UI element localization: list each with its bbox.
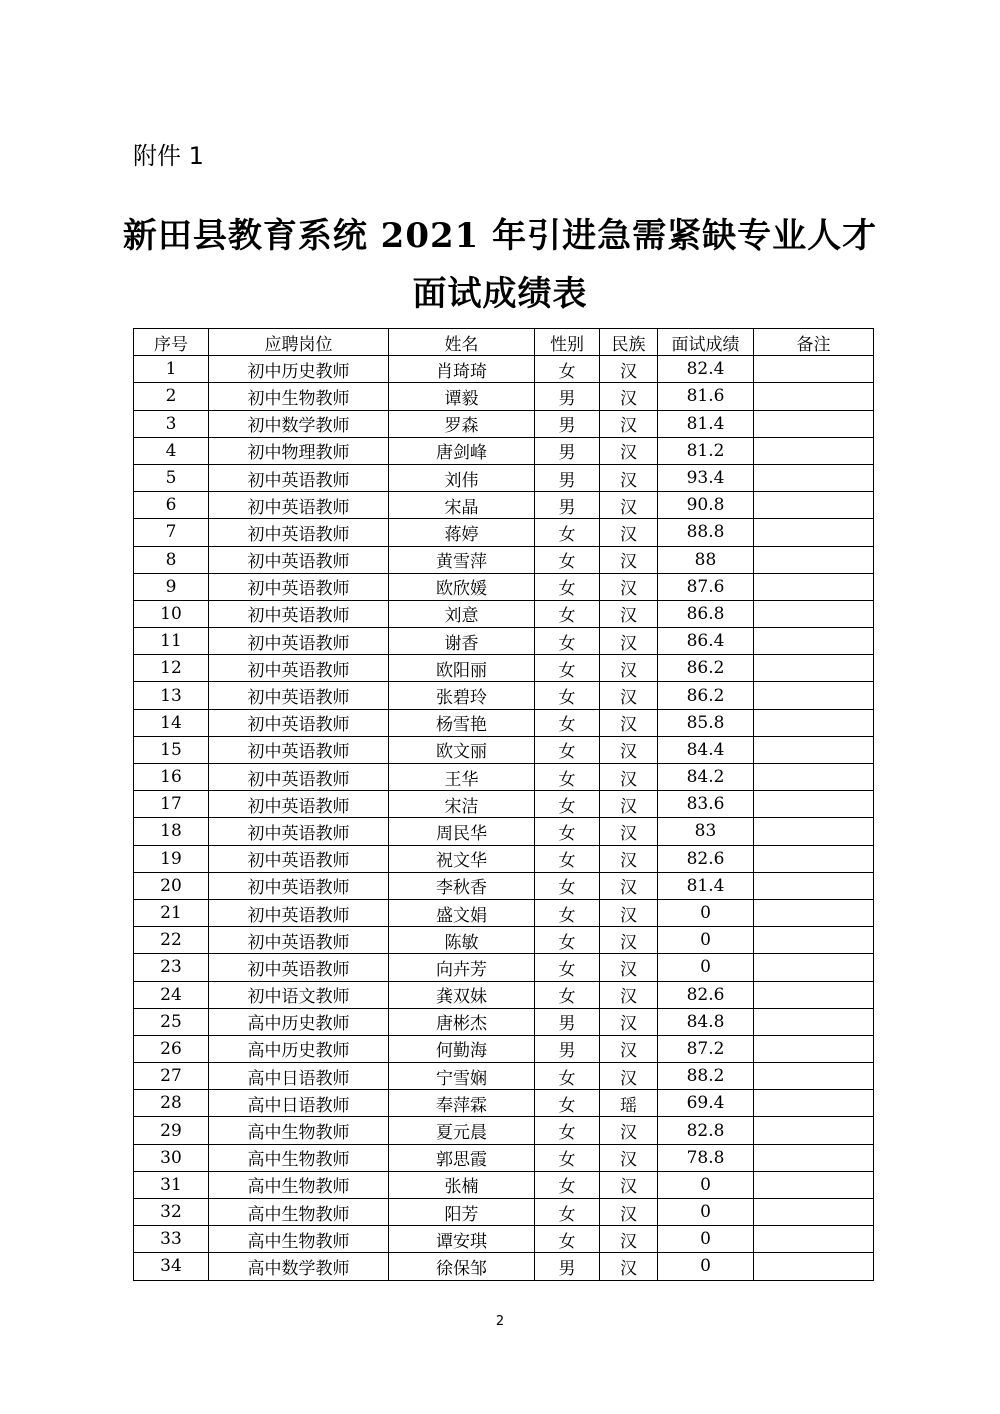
cell-position: 高中生物教师 bbox=[209, 1199, 389, 1226]
cell-position: 高中日语教师 bbox=[209, 1090, 389, 1117]
cell-score: 82.6 bbox=[658, 981, 754, 1008]
table-row bbox=[134, 437, 874, 464]
cell-seq: 30 bbox=[134, 1144, 209, 1171]
cell-position: 初中英语教师 bbox=[209, 736, 389, 763]
table-row bbox=[134, 1035, 874, 1062]
cell-remarks bbox=[754, 1226, 874, 1253]
cell-position: 高中历史教师 bbox=[209, 1035, 389, 1062]
cell-remarks bbox=[754, 492, 874, 519]
cell-ethnicity: 汉 bbox=[600, 1063, 658, 1090]
cell-ethnicity: 汉 bbox=[600, 818, 658, 845]
cell-name: 夏元晨 bbox=[389, 1117, 535, 1144]
cell-score: 86.2 bbox=[658, 655, 754, 682]
cell-score: 82.4 bbox=[658, 356, 754, 383]
cell-name: 龚双妹 bbox=[389, 981, 535, 1008]
cell-gender: 女 bbox=[535, 655, 600, 682]
cell-name: 李秋香 bbox=[389, 872, 535, 899]
cell-score: 86.4 bbox=[658, 628, 754, 655]
cell-name: 徐保邹 bbox=[389, 1253, 535, 1280]
cell-remarks bbox=[754, 464, 874, 491]
cell-position: 高中数学教师 bbox=[209, 1253, 389, 1280]
cell-gender: 男 bbox=[535, 1253, 600, 1280]
cell-ethnicity: 汉 bbox=[600, 410, 658, 437]
header-row bbox=[134, 329, 874, 356]
cell-position: 高中生物教师 bbox=[209, 1117, 389, 1144]
cell-ethnicity: 汉 bbox=[600, 872, 658, 899]
cell-ethnicity: 汉 bbox=[600, 899, 658, 926]
table-row bbox=[134, 709, 874, 736]
cell-seq: 27 bbox=[134, 1063, 209, 1090]
cell-position: 初中物理教师 bbox=[209, 437, 389, 464]
cell-position: 初中英语教师 bbox=[209, 927, 389, 954]
cell-score: 83 bbox=[658, 818, 754, 845]
cell-gender: 女 bbox=[535, 872, 600, 899]
cell-seq: 32 bbox=[134, 1199, 209, 1226]
cell-remarks bbox=[754, 927, 874, 954]
cell-seq: 8 bbox=[134, 546, 209, 573]
cell-score: 81.2 bbox=[658, 437, 754, 464]
table-row bbox=[134, 410, 874, 437]
cell-name: 宋洁 bbox=[389, 791, 535, 818]
cell-seq: 25 bbox=[134, 1008, 209, 1035]
cell-score: 0 bbox=[658, 1199, 754, 1226]
cell-name: 欧欣媛 bbox=[389, 573, 535, 600]
cell-ethnicity: 汉 bbox=[600, 546, 658, 573]
cell-gender: 女 bbox=[535, 1199, 600, 1226]
cell-name: 宁雪娴 bbox=[389, 1063, 535, 1090]
header-remarks: 备注 bbox=[754, 329, 874, 356]
cell-remarks bbox=[754, 410, 874, 437]
cell-remarks bbox=[754, 954, 874, 981]
cell-score: 69.4 bbox=[658, 1090, 754, 1117]
cell-name: 杨雪艳 bbox=[389, 709, 535, 736]
cell-score: 86.2 bbox=[658, 682, 754, 709]
cell-seq: 29 bbox=[134, 1117, 209, 1144]
cell-name: 祝文华 bbox=[389, 845, 535, 872]
cell-score: 84.8 bbox=[658, 1008, 754, 1035]
cell-ethnicity: 汉 bbox=[600, 954, 658, 981]
cell-ethnicity: 汉 bbox=[600, 1035, 658, 1062]
cell-gender: 男 bbox=[535, 410, 600, 437]
cell-gender: 女 bbox=[535, 1117, 600, 1144]
cell-position: 高中生物教师 bbox=[209, 1144, 389, 1171]
cell-position: 初中生物教师 bbox=[209, 383, 389, 410]
cell-score: 0 bbox=[658, 899, 754, 926]
cell-position: 初中英语教师 bbox=[209, 519, 389, 546]
table-row bbox=[134, 628, 874, 655]
cell-ethnicity: 汉 bbox=[600, 1117, 658, 1144]
cell-gender: 女 bbox=[535, 981, 600, 1008]
cell-position: 初中英语教师 bbox=[209, 872, 389, 899]
cell-seq: 21 bbox=[134, 899, 209, 926]
table-row bbox=[134, 546, 874, 573]
cell-seq: 9 bbox=[134, 573, 209, 600]
cell-position: 高中生物教师 bbox=[209, 1171, 389, 1198]
cell-remarks bbox=[754, 1090, 874, 1117]
cell-name: 张碧玲 bbox=[389, 682, 535, 709]
cell-name: 阳芳 bbox=[389, 1199, 535, 1226]
cell-position: 初中英语教师 bbox=[209, 600, 389, 627]
cell-remarks bbox=[754, 628, 874, 655]
cell-remarks bbox=[754, 1171, 874, 1198]
cell-ethnicity: 汉 bbox=[600, 383, 658, 410]
cell-remarks bbox=[754, 600, 874, 627]
cell-ethnicity: 汉 bbox=[600, 1171, 658, 1198]
cell-seq: 18 bbox=[134, 818, 209, 845]
table-row bbox=[134, 845, 874, 872]
cell-score: 88.2 bbox=[658, 1063, 754, 1090]
cell-ethnicity: 汉 bbox=[600, 1199, 658, 1226]
table-row bbox=[134, 1171, 874, 1198]
cell-score: 85.8 bbox=[658, 709, 754, 736]
cell-ethnicity: 汉 bbox=[600, 791, 658, 818]
cell-remarks bbox=[754, 1035, 874, 1062]
cell-seq: 7 bbox=[134, 519, 209, 546]
cell-score: 87.6 bbox=[658, 573, 754, 600]
cell-position: 初中数学教师 bbox=[209, 410, 389, 437]
cell-remarks bbox=[754, 546, 874, 573]
cell-seq: 15 bbox=[134, 736, 209, 763]
cell-remarks bbox=[754, 1117, 874, 1144]
cell-gender: 女 bbox=[535, 927, 600, 954]
cell-score: 81.4 bbox=[658, 410, 754, 437]
cell-name: 陈敏 bbox=[389, 927, 535, 954]
cell-score: 88 bbox=[658, 546, 754, 573]
table-row bbox=[134, 1144, 874, 1171]
cell-position: 高中生物教师 bbox=[209, 1226, 389, 1253]
cell-seq: 16 bbox=[134, 764, 209, 791]
cell-score: 93.4 bbox=[658, 464, 754, 491]
cell-remarks bbox=[754, 1008, 874, 1035]
cell-gender: 女 bbox=[535, 899, 600, 926]
cell-remarks bbox=[754, 1199, 874, 1226]
cell-remarks bbox=[754, 764, 874, 791]
attachment-label: 附件 1 bbox=[133, 142, 204, 170]
cell-position: 初中英语教师 bbox=[209, 628, 389, 655]
table-row bbox=[134, 954, 874, 981]
cell-seq: 19 bbox=[134, 845, 209, 872]
cell-name: 何勤海 bbox=[389, 1035, 535, 1062]
cell-position: 初中英语教师 bbox=[209, 899, 389, 926]
cell-name: 唐彬杰 bbox=[389, 1008, 535, 1035]
cell-remarks bbox=[754, 736, 874, 763]
cell-name: 王华 bbox=[389, 764, 535, 791]
table-row bbox=[134, 736, 874, 763]
cell-ethnicity: 汉 bbox=[600, 764, 658, 791]
table-row bbox=[134, 1253, 874, 1280]
cell-seq: 6 bbox=[134, 492, 209, 519]
table-row bbox=[134, 573, 874, 600]
cell-seq: 14 bbox=[134, 709, 209, 736]
cell-seq: 2 bbox=[134, 383, 209, 410]
table-row bbox=[134, 600, 874, 627]
cell-name: 郭思霞 bbox=[389, 1144, 535, 1171]
cell-ethnicity: 汉 bbox=[600, 682, 658, 709]
header-name: 姓名 bbox=[389, 329, 535, 356]
table-body bbox=[134, 356, 874, 1280]
cell-position: 初中英语教师 bbox=[209, 492, 389, 519]
cell-name: 刘伟 bbox=[389, 464, 535, 491]
cell-ethnicity: 汉 bbox=[600, 736, 658, 763]
cell-remarks bbox=[754, 791, 874, 818]
cell-ethnicity: 汉 bbox=[600, 492, 658, 519]
cell-position: 高中日语教师 bbox=[209, 1063, 389, 1090]
cell-gender: 女 bbox=[535, 954, 600, 981]
cell-seq: 13 bbox=[134, 682, 209, 709]
cell-ethnicity: 汉 bbox=[600, 628, 658, 655]
cell-gender: 女 bbox=[535, 573, 600, 600]
cell-gender: 女 bbox=[535, 682, 600, 709]
cell-gender: 男 bbox=[535, 1008, 600, 1035]
cell-position: 初中语文教师 bbox=[209, 981, 389, 1008]
cell-gender: 女 bbox=[535, 1171, 600, 1198]
table-row bbox=[134, 655, 874, 682]
table-row bbox=[134, 1063, 874, 1090]
cell-gender: 男 bbox=[535, 1035, 600, 1062]
cell-remarks bbox=[754, 1063, 874, 1090]
cell-remarks bbox=[754, 519, 874, 546]
cell-name: 谭毅 bbox=[389, 383, 535, 410]
cell-remarks bbox=[754, 682, 874, 709]
cell-ethnicity: 汉 bbox=[600, 709, 658, 736]
cell-score: 81.4 bbox=[658, 872, 754, 899]
cell-name: 欧阳丽 bbox=[389, 655, 535, 682]
cell-seq: 4 bbox=[134, 437, 209, 464]
cell-ethnicity: 汉 bbox=[600, 1226, 658, 1253]
cell-seq: 24 bbox=[134, 981, 209, 1008]
cell-score: 0 bbox=[658, 1226, 754, 1253]
cell-score: 0 bbox=[658, 1171, 754, 1198]
cell-name: 宋晶 bbox=[389, 492, 535, 519]
cell-remarks bbox=[754, 845, 874, 872]
score-table bbox=[133, 328, 874, 1281]
cell-name: 蒋婷 bbox=[389, 519, 535, 546]
table-row bbox=[134, 872, 874, 899]
cell-seq: 11 bbox=[134, 628, 209, 655]
cell-name: 刘意 bbox=[389, 600, 535, 627]
cell-ethnicity: 汉 bbox=[600, 573, 658, 600]
cell-gender: 女 bbox=[535, 1144, 600, 1171]
header-score: 面试成绩 bbox=[658, 329, 754, 356]
cell-name: 唐剑峰 bbox=[389, 437, 535, 464]
header-gender: 性别 bbox=[535, 329, 600, 356]
cell-name: 黄雪萍 bbox=[389, 546, 535, 573]
cell-gender: 女 bbox=[535, 818, 600, 845]
cell-score: 90.8 bbox=[658, 492, 754, 519]
page-number: 2 bbox=[495, 1314, 505, 1329]
cell-remarks bbox=[754, 981, 874, 1008]
cell-seq: 1 bbox=[134, 356, 209, 383]
cell-position: 初中英语教师 bbox=[209, 573, 389, 600]
cell-remarks bbox=[754, 655, 874, 682]
cell-ethnicity: 汉 bbox=[600, 600, 658, 627]
cell-position: 初中英语教师 bbox=[209, 546, 389, 573]
cell-score: 0 bbox=[658, 927, 754, 954]
table-row bbox=[134, 383, 874, 410]
cell-ethnicity: 汉 bbox=[600, 1008, 658, 1035]
cell-ethnicity: 汉 bbox=[600, 464, 658, 491]
cell-ethnicity: 瑶 bbox=[600, 1090, 658, 1117]
cell-ethnicity: 汉 bbox=[600, 519, 658, 546]
cell-seq: 34 bbox=[134, 1253, 209, 1280]
table-row bbox=[134, 981, 874, 1008]
table-row bbox=[134, 356, 874, 383]
cell-seq: 28 bbox=[134, 1090, 209, 1117]
cell-name: 盛文娟 bbox=[389, 899, 535, 926]
cell-gender: 男 bbox=[535, 492, 600, 519]
cell-position: 初中英语教师 bbox=[209, 655, 389, 682]
cell-ethnicity: 汉 bbox=[600, 655, 658, 682]
cell-score: 0 bbox=[658, 1253, 754, 1280]
table-row bbox=[134, 1199, 874, 1226]
cell-name: 谭安琪 bbox=[389, 1226, 535, 1253]
cell-position: 初中英语教师 bbox=[209, 464, 389, 491]
table-row bbox=[134, 899, 874, 926]
cell-gender: 女 bbox=[535, 709, 600, 736]
cell-seq: 5 bbox=[134, 464, 209, 491]
cell-score: 84.4 bbox=[658, 736, 754, 763]
cell-score: 81.6 bbox=[658, 383, 754, 410]
cell-position: 初中英语教师 bbox=[209, 818, 389, 845]
cell-remarks bbox=[754, 872, 874, 899]
cell-remarks bbox=[754, 709, 874, 736]
cell-gender: 女 bbox=[535, 1063, 600, 1090]
cell-score: 82.8 bbox=[658, 1117, 754, 1144]
cell-gender: 女 bbox=[535, 764, 600, 791]
cell-name: 罗森 bbox=[389, 410, 535, 437]
cell-score: 78.8 bbox=[658, 1144, 754, 1171]
cell-seq: 33 bbox=[134, 1226, 209, 1253]
header-ethnicity: 民族 bbox=[600, 329, 658, 356]
header-seq: 序号 bbox=[134, 329, 209, 356]
cell-remarks bbox=[754, 437, 874, 464]
cell-score: 82.6 bbox=[658, 845, 754, 872]
cell-score: 86.8 bbox=[658, 600, 754, 627]
table-row bbox=[134, 1117, 874, 1144]
cell-name: 肖琦琦 bbox=[389, 356, 535, 383]
cell-gender: 女 bbox=[535, 600, 600, 627]
table-row bbox=[134, 1090, 874, 1117]
table-row bbox=[134, 464, 874, 491]
cell-gender: 女 bbox=[535, 546, 600, 573]
cell-seq: 20 bbox=[134, 872, 209, 899]
cell-remarks bbox=[754, 573, 874, 600]
header-position: 应聘岗位 bbox=[209, 329, 389, 356]
cell-position: 初中英语教师 bbox=[209, 845, 389, 872]
cell-name: 奉萍霖 bbox=[389, 1090, 535, 1117]
cell-gender: 女 bbox=[535, 519, 600, 546]
cell-gender: 女 bbox=[535, 1090, 600, 1117]
cell-ethnicity: 汉 bbox=[600, 1144, 658, 1171]
cell-seq: 17 bbox=[134, 791, 209, 818]
document-title: 新田县教育系统 2021 年引进急需紧缺专业人才 bbox=[122, 216, 878, 256]
cell-position: 初中英语教师 bbox=[209, 682, 389, 709]
table-row bbox=[134, 1226, 874, 1253]
cell-seq: 10 bbox=[134, 600, 209, 627]
cell-name: 周民华 bbox=[389, 818, 535, 845]
cell-remarks bbox=[754, 1144, 874, 1171]
cell-seq: 23 bbox=[134, 954, 209, 981]
table-row bbox=[134, 682, 874, 709]
cell-position: 初中英语教师 bbox=[209, 954, 389, 981]
cell-name: 向卉芳 bbox=[389, 954, 535, 981]
cell-remarks bbox=[754, 818, 874, 845]
cell-remarks bbox=[754, 1253, 874, 1280]
cell-position: 初中英语教师 bbox=[209, 709, 389, 736]
table-row bbox=[134, 492, 874, 519]
cell-score: 88.8 bbox=[658, 519, 754, 546]
cell-name: 张楠 bbox=[389, 1171, 535, 1198]
cell-seq: 31 bbox=[134, 1171, 209, 1198]
table-row bbox=[134, 927, 874, 954]
cell-ethnicity: 汉 bbox=[600, 356, 658, 383]
cell-score: 0 bbox=[658, 954, 754, 981]
cell-gender: 女 bbox=[535, 791, 600, 818]
cell-seq: 26 bbox=[134, 1035, 209, 1062]
cell-gender: 女 bbox=[535, 356, 600, 383]
cell-gender: 男 bbox=[535, 464, 600, 491]
cell-gender: 女 bbox=[535, 736, 600, 763]
cell-gender: 女 bbox=[535, 845, 600, 872]
cell-score: 84.2 bbox=[658, 764, 754, 791]
cell-seq: 22 bbox=[134, 927, 209, 954]
cell-remarks bbox=[754, 899, 874, 926]
cell-seq: 3 bbox=[134, 410, 209, 437]
table-row bbox=[134, 791, 874, 818]
cell-gender: 女 bbox=[535, 1226, 600, 1253]
cell-ethnicity: 汉 bbox=[600, 1253, 658, 1280]
cell-position: 初中英语教师 bbox=[209, 764, 389, 791]
cell-gender: 男 bbox=[535, 437, 600, 464]
cell-gender: 男 bbox=[535, 383, 600, 410]
cell-ethnicity: 汉 bbox=[600, 845, 658, 872]
cell-name: 欧文丽 bbox=[389, 736, 535, 763]
cell-remarks bbox=[754, 383, 874, 410]
cell-score: 87.2 bbox=[658, 1035, 754, 1062]
cell-ethnicity: 汉 bbox=[600, 981, 658, 1008]
table-header bbox=[134, 329, 874, 356]
cell-position: 初中历史教师 bbox=[209, 356, 389, 383]
table-row bbox=[134, 519, 874, 546]
cell-remarks bbox=[754, 356, 874, 383]
cell-position: 高中历史教师 bbox=[209, 1008, 389, 1035]
table-row bbox=[134, 1008, 874, 1035]
document-subtitle: 面试成绩表 bbox=[412, 274, 588, 314]
cell-name: 谢香 bbox=[389, 628, 535, 655]
cell-ethnicity: 汉 bbox=[600, 927, 658, 954]
cell-position: 初中英语教师 bbox=[209, 791, 389, 818]
table-row bbox=[134, 818, 874, 845]
cell-seq: 12 bbox=[134, 655, 209, 682]
cell-ethnicity: 汉 bbox=[600, 437, 658, 464]
cell-gender: 女 bbox=[535, 628, 600, 655]
table-row bbox=[134, 764, 874, 791]
cell-score: 83.6 bbox=[658, 791, 754, 818]
